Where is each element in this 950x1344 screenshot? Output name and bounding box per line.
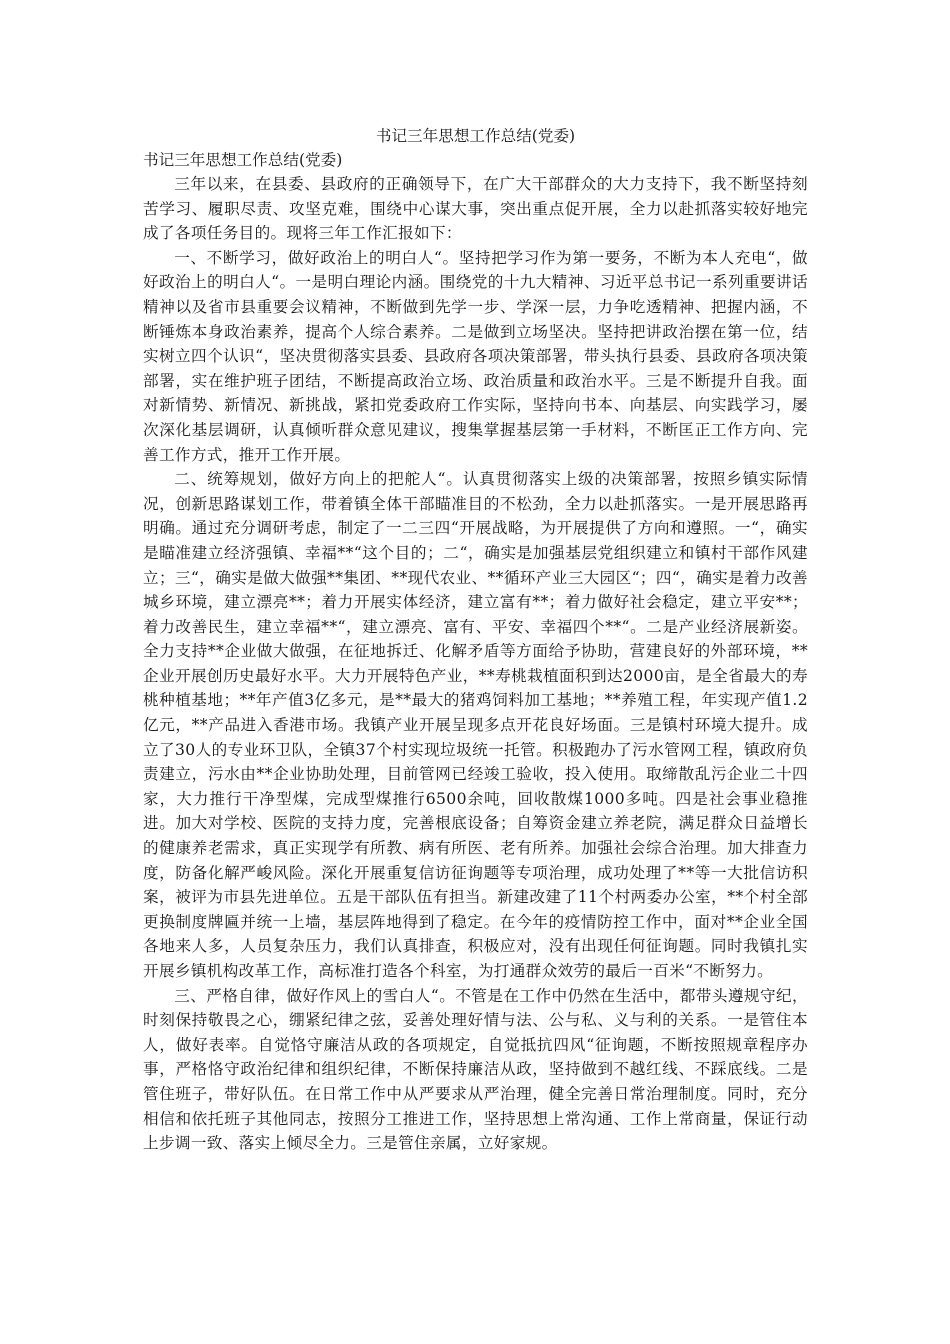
paragraph-section-three: 三、严格自律，做好作风上的雪白人“。不管是在工作中仍然在生活中，都带头遵规守纪，时刻保持敬畏之心，绷紧纪律之弦，妥善处理好情与法、公与私、义与利的关系。一是管住本人，做好表率。自觉恪守廉洁从政的各项规定，自觉抵抗四风“征询题，不断按照规章程序办事，严格恪守政治纪律和组织纪律，不断保持廉洁从政，坚持做到不越红线、不踩底线。二是管住班子，带好队伍。在日常工作中从严要求从严治理，健全完善日常治理制度。同时，充分相信和依托班子其他同志，按照分工推进工作，坚持思想上常沟通、工作上常商量，保证行动上步调一致、落实上倾尽全力。三是管住亲属，立好家规。 <box>143 986 808 1153</box>
paragraph-section-two: 二、统筹规划，做好方向上的把舵人“。认真贯彻落实上级的决策部署，按照乡镇实际情况，创新思路谋划工作，带着镇全体干部瞄准目的不松劲，全力以赴抓落实。一是开展思路再明确。通过充分调研考虑，制定了一二三四“开展战略，为开展提供了方向和遵照。一“，确实是瞄准建立经济强镇、幸福**“这个目的；二“，确实是加强基层党组织建立和镇村干部作风建立；三“，确实是做大做强**集团、**现代农业、**循环产业三大园区“；四“，确实是着力改善城乡环境，建立漂亮**；着力开展实体经济，建立富有**；着力做好社会稳定，建立平安**；着力改善民生，建立幸福**“，建立漂亮、富有、平安、幸福四个**“。二是产业经济展新姿。全力支持**企业做大做强，在征地拆迁、化解矛盾等方面给予协助，营建良好的外部环境，**企业开展创历史最好水平。大力开展特色产业，**寿桃栽植面积到达2000亩，是全省最大的寿桃种植基地；**年产值3亿多元，是**最大的猪鸡饲料加工基地；**养殖工程，年实现产值1.2亿元，**产品进入香港市场。我镇产业开展呈现多点开花良好场面。三是镇村环境大提升。成立了30人的专业环卫队，全镇37个村实现垃圾统一托管。积极跑办了污水管网工程，镇政府负责建立，污水由**企业协助处理，目前管网已经竣工验收，投入使用。取缔散乱污企业二十四家，大力推行干净型煤，完成型煤推行6500余吨，回收散煤1000多吨。四是社会事业稳推进。加大对学校、医院的支持力度，完善根底设备；自筹资金建立养老院，满足群众日益增长的健康养老需求，真正实现学有所教、病有所医、老有所养。加强社会综合治理。加大排查力度，防备化解严峻风险。深化开展重复信访征询题等专项治理，成功处理了**等一大批信访积案，被评为市县先进单位。五是干部队伍有担当。新建改建了11个村两委办公室，**个村全部更换制度牌匾并统一上墙，基层阵地得到了稳定。在今年的疫情防控工作中，面对**企业全国各地来人多，人员复杂压力，我们认真排查，积极应对，没有出现任何征询题。同时我镇扎实开展乡镇机构改革工作，高标准打造各个科室，为打通群众效劳的最后一百米“不断努力。 <box>143 470 808 980</box>
document-page <box>143 124 808 1156</box>
paragraph-intro: 三年以来，在县委、县政府的正确领导下，在广大干部群众的大力支持下，我不断坚持刻苦学习、履职尽责、攻坚克难，围绕中心谋大事，突出重点促开展，全力以赴抓落实较好地完成了各项任务目的。现将三年工作汇报如下： <box>143 175 808 243</box>
paragraph-section-one: 一、不断学习，做好政治上的明白人“。坚持把学习作为第一要务，不断为本人充电“，做好政治上的明白人“。一是明白理论内涵。围绕党的十九大精神、习近平总书记一系列重要讲话精神以及省市县重要会议精神，不断做到先学一步、学深一层，力争吃透精神、把握内涵，不断锤炼本身政治素养，提高个人综合素养。二是做到立场坚决。坚持把讲政治摆在第一位，结实树立四个认识“，坚决贯彻落实县委、县政府各项决策部署，带头执行县委、县政府各项决策部署，实在维护班子团结，不断提高政治立场、政治质量和政治水平。三是不断提升自我。面对新情势、新情况、新挑战，紧扣党委政府工作实际，坚持向书本、向基层、向实践学习，屡次深化基层调研，认真倾听群众意见建议，搜集掌握基层第一手材料，不断匡正工作方向、完善工作方式，推开工作开展。 <box>143 248 808 464</box>
document-subtitle: 书记三年思想工作总结(党委) <box>143 151 343 169</box>
document-title: 书记三年思想工作总结(党委) <box>375 127 576 145</box>
